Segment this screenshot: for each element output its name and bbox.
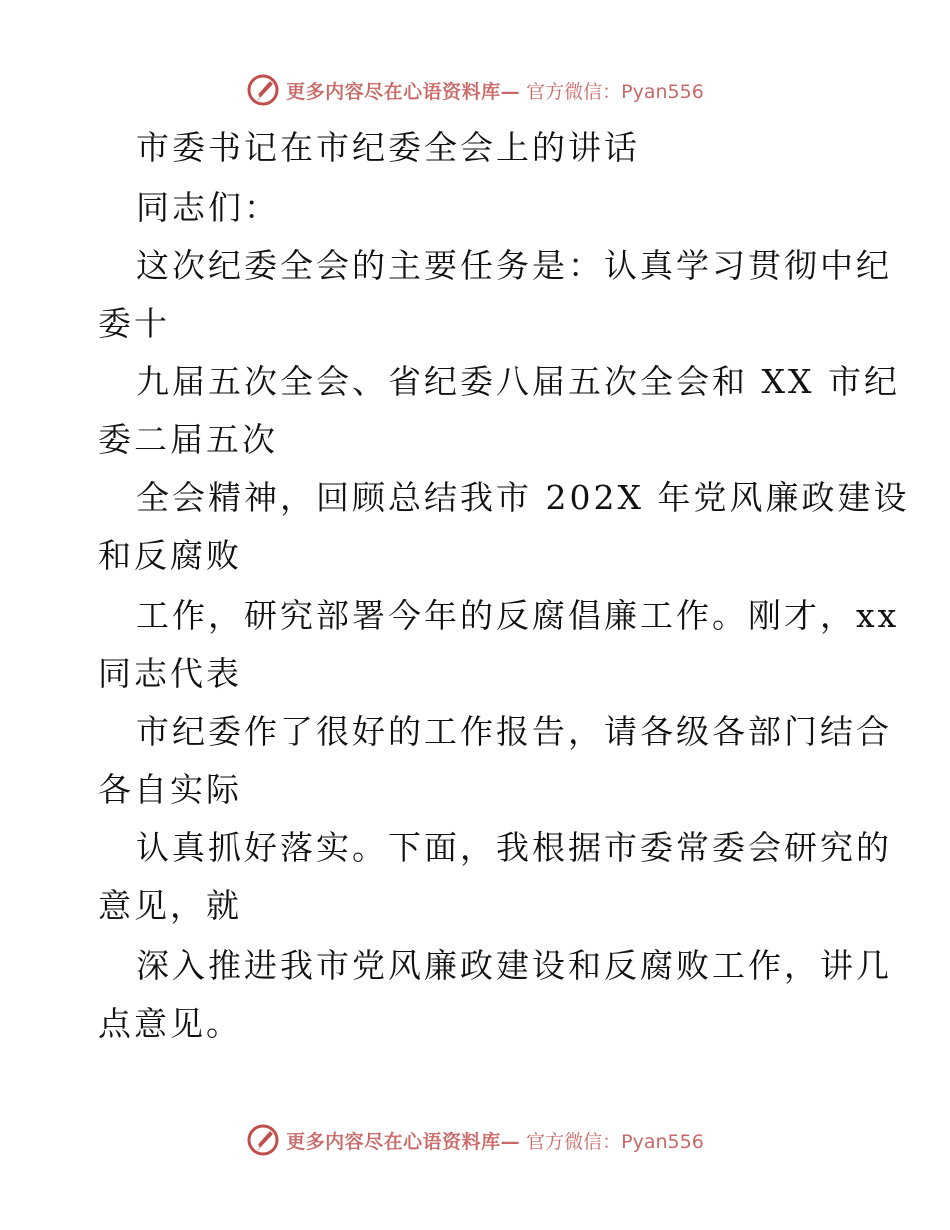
quill-pen-logo-icon — [246, 1123, 280, 1157]
greeting: 同志们： — [136, 188, 280, 227]
footer-banner — [0, 1120, 950, 1160]
header-banner — [0, 70, 950, 110]
paragraph-line: 认真抓好落实。下面，我根据市委常委会研究的 — [136, 828, 892, 867]
paragraph-line: 点意见。 — [98, 1004, 242, 1043]
paragraph-line: 意见，就 — [98, 886, 242, 925]
paragraph-line: 委二届五次 — [98, 420, 278, 459]
banner-group — [246, 73, 704, 107]
paragraph-line: 深入推进我市党风廉政建设和反腐败工作，讲几 — [136, 946, 892, 985]
document-title: 市委书记在市纪委全会上的讲话 — [136, 128, 640, 167]
paragraph-line: 工作，研究部署今年的反腐倡廉工作。刚才，xx — [136, 596, 900, 635]
banner-text: 更多内容尽在心语资料库— — [286, 1130, 521, 1153]
paragraph-line: 这次纪委全会的主要任务是：认真学习贯彻中纪 — [136, 246, 892, 285]
paragraph-line: 同志代表 — [98, 654, 242, 693]
banner-text: 更多内容尽在心语资料库— — [286, 80, 521, 103]
paragraph-line: 各自实际 — [98, 770, 242, 809]
quill-pen-logo-icon — [246, 73, 280, 107]
paragraph-line: 市纪委作了很好的工作报告，请各级各部门结合 — [136, 712, 892, 751]
paragraph-line: 和反腐败 — [98, 536, 242, 575]
paragraph-line: 九届五次全会、省纪委八届五次全会和 XX 市纪 — [136, 362, 900, 401]
banner-group — [246, 1123, 704, 1157]
banner-wechat-id: 官方微信：Pyan556 — [526, 1130, 704, 1153]
paragraph-line: 全会精神，回顾总结我市 202X 年党风廉政建设 — [136, 478, 910, 517]
paragraph-line: 委十 — [98, 304, 170, 343]
banner-wechat-id: 官方微信：Pyan556 — [526, 80, 704, 103]
